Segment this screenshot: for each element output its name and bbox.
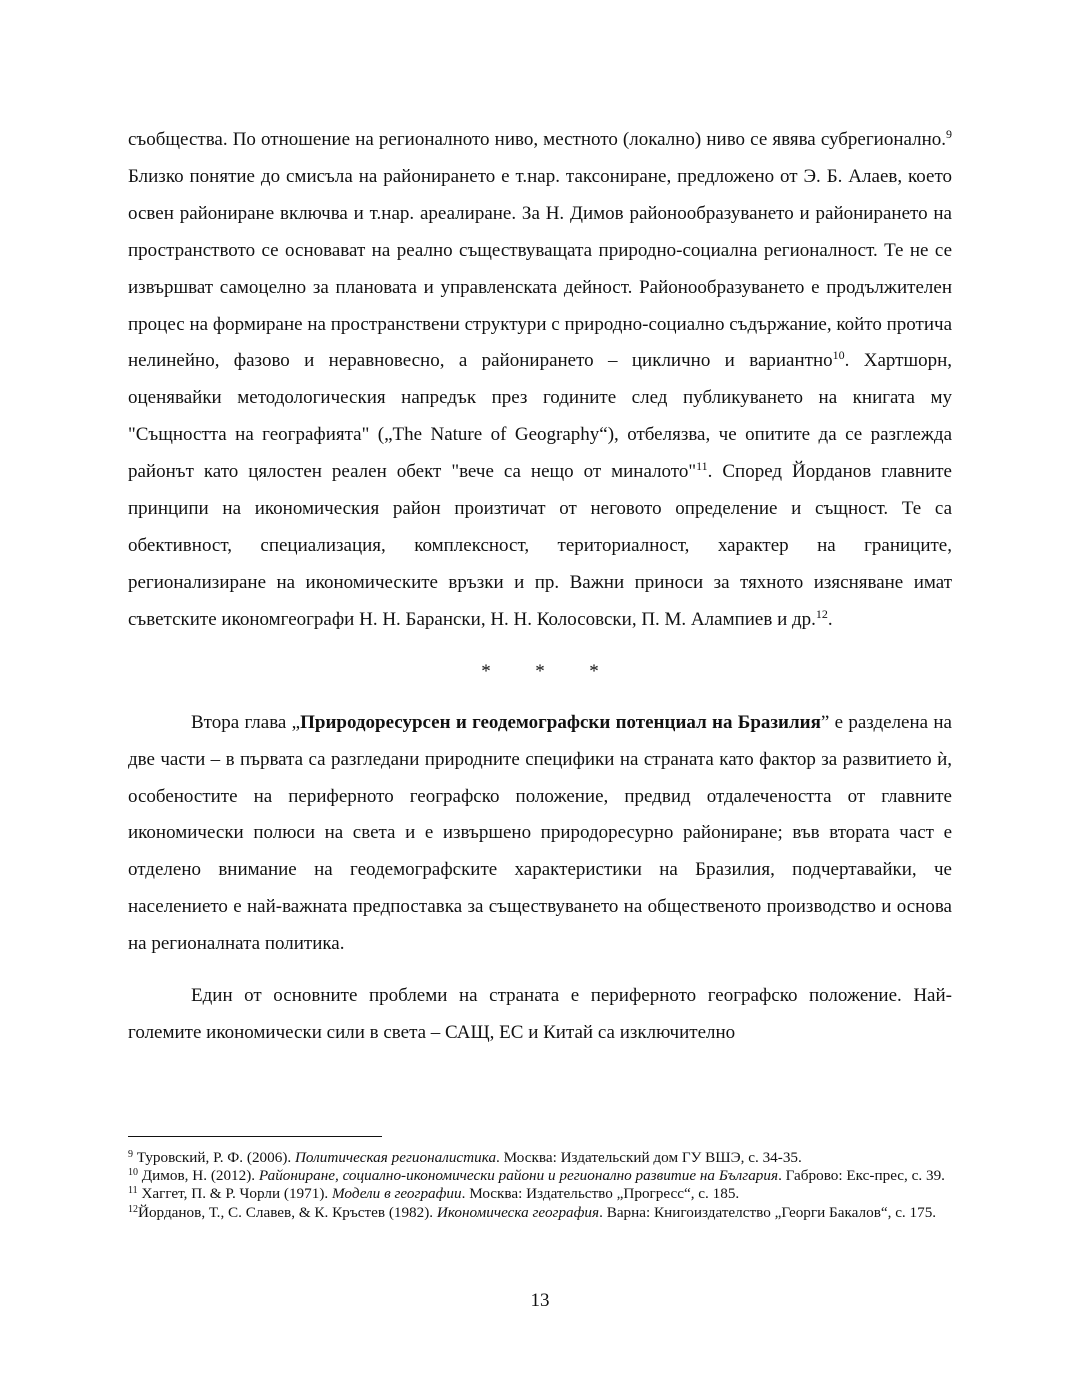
footnote-number: 10 [128,1167,138,1179]
footnote-text: Йорданов, Т., С. Славев, & К. Кръстев (1982). [138,1203,437,1221]
footnote-text: Димов, Н. (2012). [138,1167,259,1185]
footnote-ref-12[interactable]: 12 [815,606,828,621]
paragraph-text: ” е разделена на две части – в първата са разгледани природните специфики на страната като фактор за развитието ѝ, особеностите на периферното географско положение, предвид отдалечеността от главните икономически полюси на света и е извършено природоресурно райониране; във втората част е отделено внимание на геодемографските характеристики на Бразилия, подчертавайки, че населението е най-важната предпоставка за съществуването на общественото производство и основа на регионалната политика. [128,711,952,955]
footnote-9 [128,1149,952,1167]
footnote-number: 12 [128,1203,138,1215]
footnote-number: 9 [128,1149,133,1160]
footnote-divider [128,1136,382,1137]
footnote-10 [128,1167,952,1185]
footnote-text: Туровский, Р. Ф. (2006). [133,1149,295,1166]
footnote-title: Икономическа география [436,1203,600,1221]
paragraph-text: съобщества. По отношение на регионалното ниво, местното (локално) ниво се явява субрегионално. [128,129,946,150]
paragraph-text: . Хартшорн, оценявайки методологическия напредък през годините след публикуването на книгата му "Същността на географията" („The Nature of Geography“), отбелязва, че опитите да се разглежда районът като цялостен реален обект "вече са нещо от миналото" [128,350,952,483]
paragraph-text: Един от основните проблеми на страната е периферното географско положение. Най-големите икономически сили в света – САЩ, ЕС и Китай са изключително [128,985,952,1043]
footnote-12 [128,1204,952,1222]
footnote-text: . Москва: Издательство „Прогресс“, с. 185. [461,1185,740,1203]
section-separator [128,662,952,682]
separator-asterisk: * [589,660,599,682]
footnotes [128,1149,952,1222]
footnote-ref-9[interactable]: 9 [946,127,952,141]
footnote-title: Политическая регионалистика [294,1149,497,1166]
footnote-text: . Габрово: Екс-прес, с. 39. [778,1167,945,1185]
chapter-title: Природоресурсен и геодемографски потенциал на Бразилия [300,711,821,733]
paragraph-text: Втора глава „ [191,711,301,733]
paragraph-text: . [827,608,833,630]
footnote-text: . Варна: Книгоиздателство „Георги Бакалов“, с. 175. [599,1203,937,1221]
page-number: 13 [530,1290,550,1311]
footnote-ref-10[interactable]: 10 [832,348,845,363]
footnote-number: 11 [128,1185,138,1197]
footnote-11 [128,1185,952,1203]
footnote-title: Модели в географии [332,1185,462,1203]
footnote-text: . Москва: Издательский дом ГУ ВШЭ, с. 34-35. [496,1149,802,1166]
paragraph-text: . Според Йорданов главните принципи на икономическия район произтичат от неговото определение и същност. Те са обективност, специализация, комплексност, териториалност, характер на границите, регионализиране на икономическите връзки и пр. Важни приноси за тяхното изясняване имат съветските икономгеографи Н. Н. Барански, Н. Н. Колосовски, П. М. Алампиев и др. [128,461,952,630]
paragraph-regionalization [128,122,952,639]
separator-asterisk: * [535,660,545,682]
footnote-title: Райониране, социално-икономически райони и регионално развитие на България [258,1167,779,1185]
paragraph-geographic-position [128,978,952,1052]
paragraph-chapter-two [128,705,952,963]
separator-asterisk: * [481,660,491,682]
footnote-ref-11[interactable]: 11 [696,459,708,474]
paragraph-text: Близко понятие до смисъла на районирането е т.нар. таксониране, предложено от Э. Б. Алаев, което освен райониране включва и т.нар. ареалиране. За Н. Димов районообразуването и районирането на пространството се основават на реално съществуващата природно-социална регионалност. Те не се извършват самоцелно за плановата и управленската дейност. Районообразуването е продължителен процес на формиране на пространствени структури с природно-социално съдържание, който протича нелинейно, фазово и неравновесно, а районирането – циклично и вариантно [128,165,952,372]
page-body [128,122,952,1052]
footnote-text: Хаггет, П. & Р. Чорли (1971). [137,1185,332,1203]
